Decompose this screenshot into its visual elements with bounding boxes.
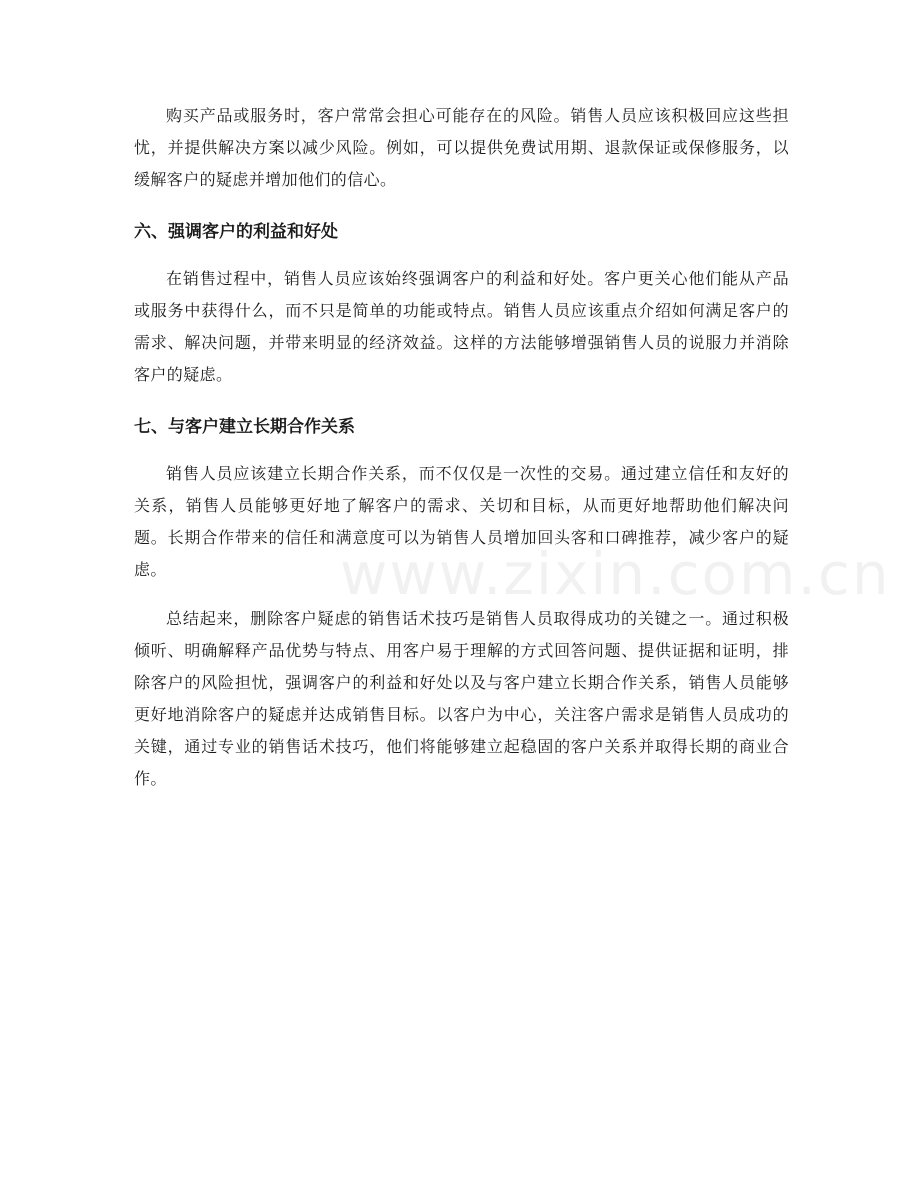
section-heading-6: 六、强调客户的利益和好处 xyxy=(134,222,338,242)
document-page xyxy=(134,100,789,795)
paragraph-customer-benefits: 在销售过程中，销售人员应该始终强调客户的利益和好处。客户更关心他们能从产品或服务中获得什么，而不只是简单的功能或特点。销售人员应该重点介绍如何满足客户的需求、解决问题，并带来明显的经济效益。这样的方法能够增强销售人员的说服力并消除客户的疑虑。 xyxy=(134,269,789,384)
section-heading-7: 七、与客户建立长期合作关系 xyxy=(134,417,355,437)
paragraph-long-term-relationship: 销售人员应该建立长期合作关系，而不仅仅是一次性的交易。通过建立信任和友好的关系，销售人员能够更好地了解客户的需求、关切和目标，从而更好地帮助他们解决问题。长期合作带来的信任和满意度可以为销售人员增加回头客和口碑推荐，减少客户的疑虑。 xyxy=(134,464,789,579)
watermark: www.zixin.com.cn xyxy=(340,540,891,608)
paragraph-risk-mitigation: 购买产品或服务时，客户常常会担心可能存在的风险。销售人员应该积极回应这些担忧，并提供解决方案以减少风险。例如，可以提供免费试用期、退款保证或保修服务，以缓解客户的疑虑并增加他们的信心。 xyxy=(134,106,789,189)
paragraph-summary: 总结起来，删除客户疑虑的销售话术技巧是销售人员取得成功的关键之一。通过积极倾听、明确解释产品优势与特点、用客户易于理解的方式回答问题、提供证据和证明，排除客户的风险担忧，强调客户的利益和好处以及与客户建立长期合作关系，销售人员能够更好地消除客户的疑虑并达成销售目标。以客户为中心，关注客户需求是销售人员成功的关键，通过专业的销售话术技巧，他们将能够建立起稳固的客户关系并取得长期的商业合作。 xyxy=(134,609,789,788)
